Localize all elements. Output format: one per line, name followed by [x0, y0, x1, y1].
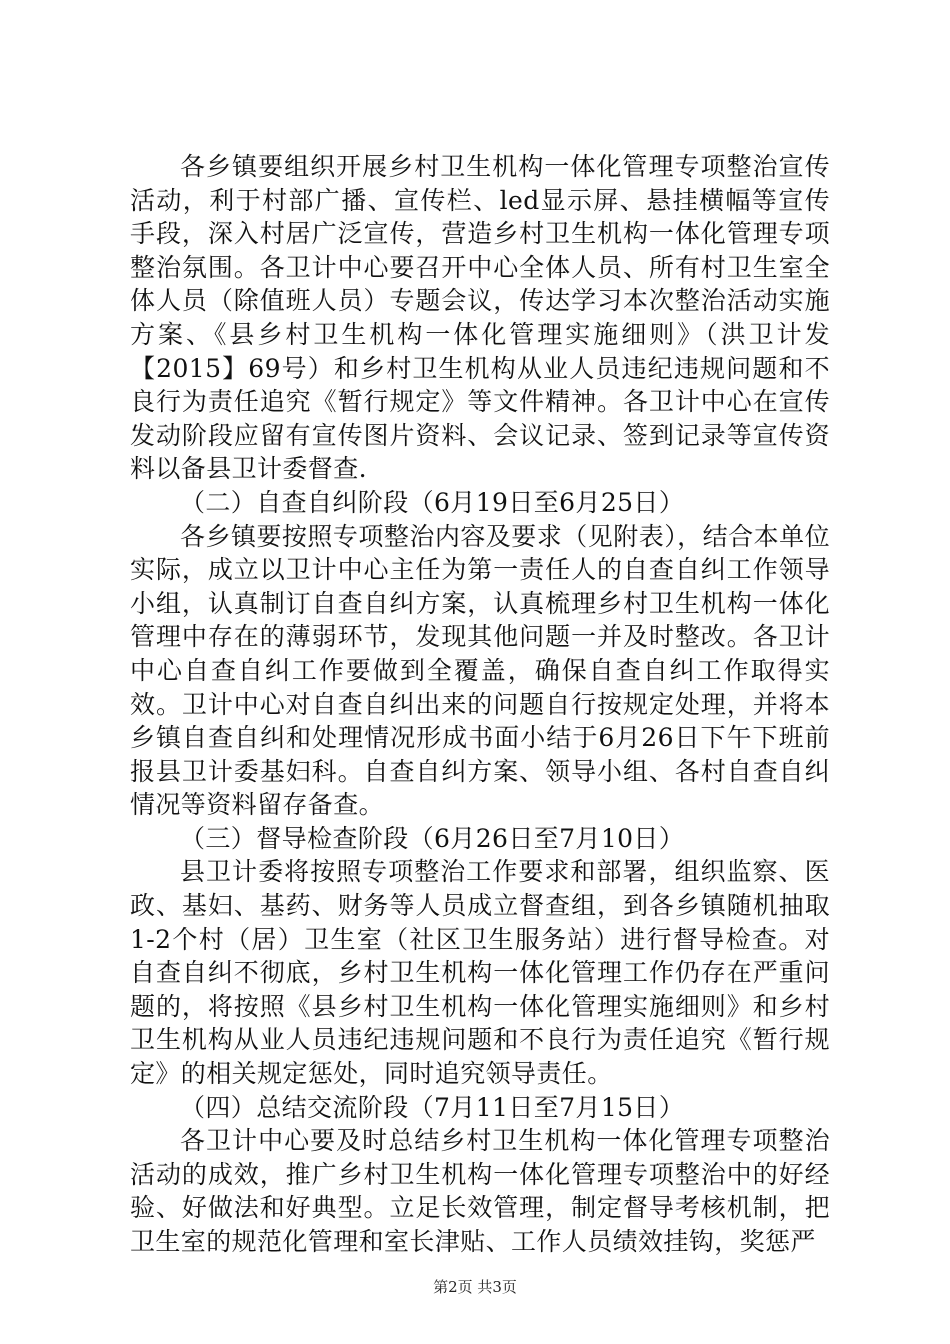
section-heading-self-check: （二）自查自纠阶段（6月19日至6月25日） [180, 487, 685, 517]
document-body [130, 150, 830, 1259]
page-number-footer: 第2页 共3页 [433, 1278, 517, 1296]
paragraph-summary: 各卫计中心要及时总结乡村卫生机构一体化管理专项整治活动的成效，推广乡村卫生机构一体化管理专项整治中的好经验、好做法和好典型。立足长效管理，制定督导考核机制，把卫生室的规范化管理和室长津贴、工作人员绩效挂钩，奖惩严 [130, 1126, 830, 1256]
paragraph-publicity: 各乡镇要组织开展乡村卫生机构一体化管理专项整治宣传活动，利于村部广播、宣传栏、led显示屏、悬挂横幅等宣传手段，深入村居广泛宣传，营造乡村卫生机构一体化管理专项整治氛围。各卫计中心要召开中心全体人员、所有村卫生室全体人员（除值班人员）专题会议，传达学习本次整治活动实施方案、《县乡村卫生机构一体化管理实施细则》（洪卫计发【2015】69号）和乡村卫生机构从业人员违纪违规问题和不良行为责任追究《暂行规定》等文件精神。各卫计中心在宣传发动阶段应留有宣传图片资料、会议记录、签到记录等宣传资料以备县卫计委督查. [130, 152, 830, 484]
section-heading-summary: （四）总结交流阶段（7月11日至7月15日） [180, 1092, 685, 1122]
paragraph-self-check: 各乡镇要按照专项整治内容及要求（见附表），结合本单位实际，成立以卫计中心主任为第一责任人的自查自纠工作领导小组，认真制订自查自纠方案，认真梳理乡村卫生机构一体化管理中存在的薄弱环节，发现其他问题一并及时整改。各卫计中心自查自纠工作要做到全覆盖，确保自查自纠工作取得实效。卫计中心对自查自纠出来的问题自行按规定处理，并将本乡镇自查自纠和处理情况形成书面小结于6月26日下午下班前报县卫计委基妇科。自查自纠方案、领导小组、各村自查自纠情况等资料留存备查。 [130, 521, 830, 820]
section-heading-supervision: （三）督导检查阶段（6月26日至7月10日） [180, 823, 685, 853]
paragraph-supervision: 县卫计委将按照专项整治工作要求和部署，组织监察、医政、基妇、基药、财务等人员成立督查组，到各乡镇随机抽取1-2个村（居）卫生室（社区卫生服务站）进行督导检查。对自查自纠不彻底，乡村卫生机构一体化管理工作仍存在严重问题的，将按照《县乡村卫生机构一体化管理实施细则》和乡村卫生机构从业人员违纪违规问题和不良行为责任追究《暂行规定》的相关规定惩处，同时追究领导责任。 [130, 857, 830, 1089]
